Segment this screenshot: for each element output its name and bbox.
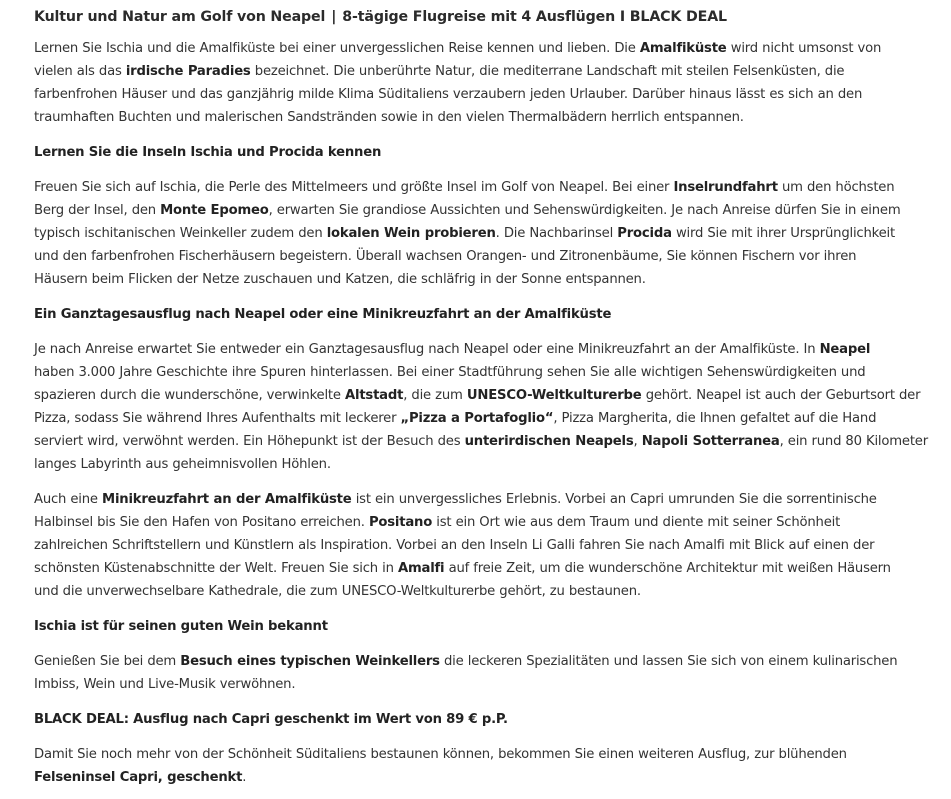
title-main: Kultur und Natur am Golf von Neapel <box>34 9 326 25</box>
title-subtitle: 8-tägige Flugreise mit 4 Ausflügen I BLACK DEAL <box>342 9 727 25</box>
ischia-paragraph <box>34 176 901 291</box>
text: . Die Nachbarinsel <box>495 226 618 241</box>
section-heading-wein: Ischia ist für seinen guten Wein bekannt <box>34 619 328 634</box>
text: auf freie Zeit, um die wunderschöne Architektur mit weißen Häusern <box>444 561 891 576</box>
text: Halbinsel bis Sie den Hafen von Positano erreichen. <box>34 515 369 530</box>
highlight-minikreuzfahrt: Minikreuzfahrt an der Amalfiküste <box>102 492 352 507</box>
highlight-weinkeller: Besuch eines typischen Weinkellers <box>180 654 440 669</box>
text: Berg der Insel, den <box>34 203 161 218</box>
highlight-positano: Positano <box>368 515 433 530</box>
text: , Pizza Margherita, die Ihnen gefaltet auf die Hand <box>553 411 877 426</box>
text: wird nicht umsonst von <box>726 41 882 56</box>
text: ist ein Ort wie aus dem Traum und diente mit seiner Schönheit <box>432 515 841 530</box>
section-heading-ausflug: Ein Ganztagesausflug nach Neapel oder eine Minikreuzfahrt an der Amalfiküste <box>34 307 612 322</box>
text: schönsten Küstenabschnitte der Welt. Freuen Sie sich in <box>34 561 398 576</box>
text: wird Sie mit ihrer Ursprünglichkeit <box>671 226 895 241</box>
text-line <box>34 60 891 83</box>
section-heading-ischia: Lernen Sie die Inseln Ischia und Procida kennen <box>34 145 382 160</box>
text-line <box>34 557 891 580</box>
text: , <box>633 434 642 449</box>
text: bezeichnet. Die unberührte Natur, die mediterrane Landschaft mit steilen Felsenküsten, die <box>250 64 845 79</box>
highlight-capri: Felseninsel Capri, geschenkt <box>34 770 243 785</box>
text: Je nach Anreise erwartet Sie entweder ein Ganztagesausflug nach Neapel oder eine Minikreuzfahrt an der Amalfiküste. In <box>34 342 820 357</box>
highlight-irdische-paradies: irdische Paradies <box>125 64 251 79</box>
title-separator: | <box>331 9 337 25</box>
text-line <box>34 511 891 534</box>
text-line <box>34 488 891 511</box>
text: , die zum <box>403 388 467 403</box>
text-line: Damit Sie noch mehr von der Schönheit Süditaliens bestaunen können, bekommen Sie einen weiteren Ausflug, zur blühenden <box>34 747 847 762</box>
text-line <box>34 199 901 222</box>
intro-paragraph <box>34 37 891 129</box>
amalfi-paragraph <box>34 488 891 603</box>
text-line <box>34 37 891 60</box>
deal-paragraph <box>34 743 891 789</box>
text: spazieren durch die wunderschöne, verwinkelte <box>34 388 345 403</box>
text: , erwarten Sie grandiose Aussichten und Sehenswürdigkeiten. Je nach Anreise dürfen Sie in einem <box>268 203 901 218</box>
wein-paragraph <box>34 650 898 696</box>
text-line <box>34 384 921 407</box>
neapel-paragraph <box>34 338 928 476</box>
text: serviert wird, verwöhnt werden. Ein Höhepunkt ist der Besuch des <box>34 434 465 449</box>
text-line: langes Labyrinth aus geheimnisvollen Höhlen. <box>34 457 331 472</box>
highlight-pizza-portafoglio: „Pizza a Portafoglio“ <box>400 411 554 426</box>
text-line: und den farbenfrohen Fischerhäusern begeistern. Überall wachsen Orangen- und Zitronenbäume, Sie können Fischern vor ihren <box>34 249 857 264</box>
section-heading-black-deal: BLACK DEAL: Ausflug nach Capri geschenkt im Wert von 89 € p.P. <box>34 712 508 727</box>
highlight-neapel: Neapel <box>819 342 871 357</box>
highlight-monte-epomeo: Monte Epomeo <box>160 203 269 218</box>
text-line: Häusern beim Flicken der Netze zuschauen und Katzen, die schläfrig in der Sonne entspannen. <box>34 272 646 287</box>
highlight-unesco: UNESCO-Weltkulturerbe <box>466 388 642 403</box>
text: Genießen Sie bei dem <box>34 654 181 669</box>
text: Lernen Sie Ischia und die Amalfiküste bei einer unvergesslichen Reise kennen und lieben. Die <box>34 41 640 56</box>
text: Freuen Sie sich auf Ischia, die Perle des Mittelmeers und größte Insel im Golf von Neapel. Bei einer <box>34 180 674 195</box>
text: vielen als das <box>34 64 126 79</box>
text: . <box>242 770 247 785</box>
highlight-amalfikueste: Amalfiküste <box>639 41 727 56</box>
text: gehört. Neapel ist auch der Geburtsort der <box>641 388 921 403</box>
highlight-amalfi: Amalfi <box>397 561 445 576</box>
text: die leckeren Spezialitäten und lassen Sie sich von einem kulinarischen <box>439 654 898 669</box>
text: typisch ischitanischen Weinkeller zudem den <box>34 226 327 241</box>
text-line <box>34 338 891 361</box>
text-line: farbenfrohen Häuser und das ganzjährig milde Klima Süditaliens verzaubern jeden Urlauber. Darüber hinaus lässt es sich an den <box>34 87 863 102</box>
text-line <box>34 222 895 245</box>
text: , ein rund 80 Kilometer <box>779 434 928 449</box>
highlight-procida: Procida <box>617 226 672 241</box>
text-line <box>34 766 891 789</box>
text-line <box>34 176 895 199</box>
highlight-altstadt: Altstadt <box>345 388 404 403</box>
text-line: zahlreichen Schriftstellern und Künstlern als Inspiration. Vorbei an den Inseln Li Galli fahren Sie nach Amalfi mit Blick auf einen der <box>34 538 875 553</box>
text-line: und die unverwechselbare Kathedrale, die zum UNESCO-Weltkulturerbe gehört, zu bestaunen. <box>34 584 641 599</box>
text-line <box>34 650 898 673</box>
text-line: Imbiss, Wein und Live-Musik verwöhnen. <box>34 677 296 692</box>
text-line <box>34 407 891 430</box>
page-title <box>34 6 891 28</box>
highlight-lokalen-wein: lokalen Wein probieren <box>326 226 496 241</box>
highlight-napoli-sotterranea: Napoli Sotterranea <box>641 434 780 449</box>
text: Pizza, sodass Sie während Ihres Aufenthalts mit leckerer <box>34 411 401 426</box>
highlight-inselrundfahrt: Inselrundfahrt <box>673 180 778 195</box>
text: um den höchsten <box>777 180 895 195</box>
text: ist ein unvergessliches Erlebnis. Vorbei an Capri umrunden Sie die sorrentinische <box>351 492 877 507</box>
text-line <box>34 430 928 453</box>
text: Auch eine <box>34 492 103 507</box>
text-line: haben 3.000 Jahre Geschichte ihre Spuren hinterlassen. Bei einer Stadtführung sehen Sie alle wichtigen Sehenswürdigkeiten und <box>34 365 866 380</box>
highlight-unterirdisches-neapel: unterirdischen Neapels <box>464 434 634 449</box>
text-line: traumhaften Buchten und malerischen Sandstränden sowie in den vielen Thermalbädern herrlich entspannen. <box>34 110 744 125</box>
